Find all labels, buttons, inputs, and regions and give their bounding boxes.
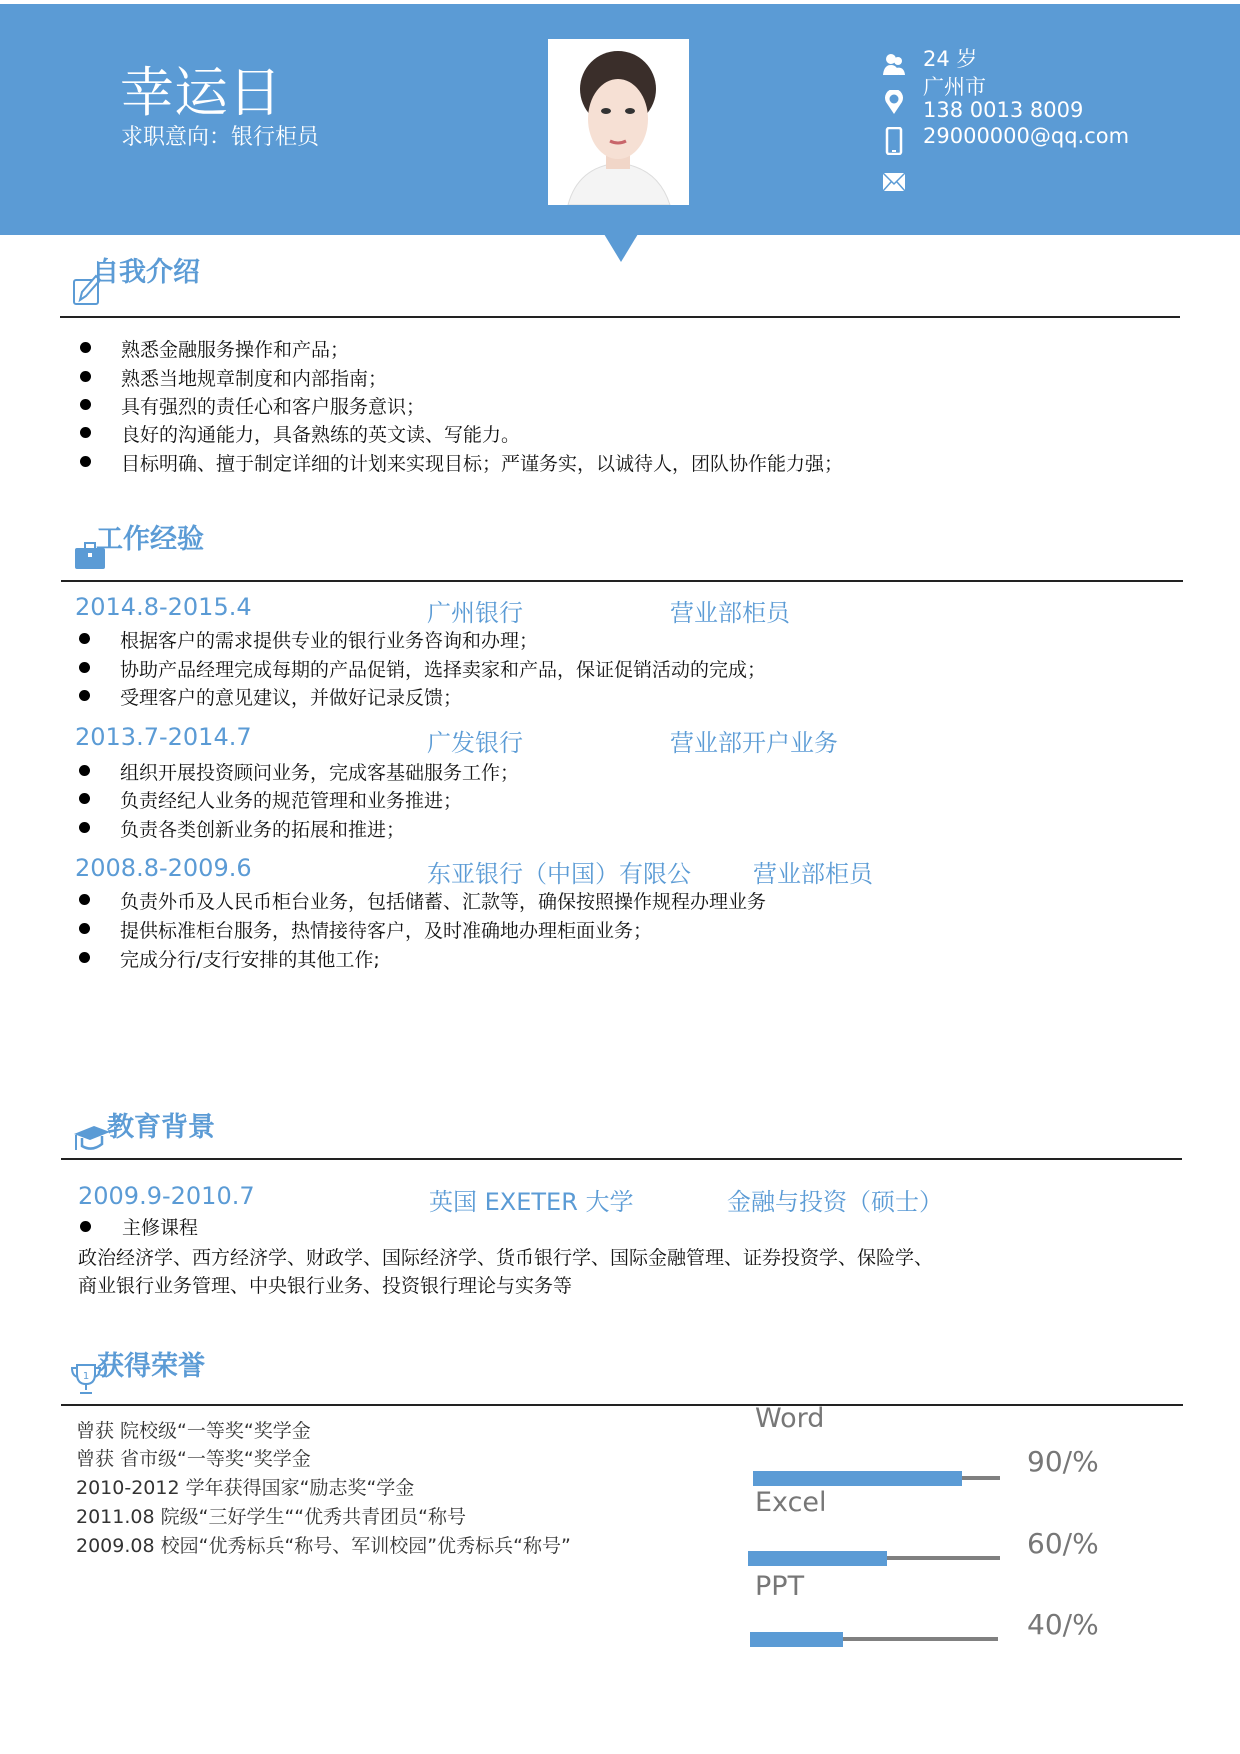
bullet-dot bbox=[79, 952, 90, 963]
job-period: 2014.8-2015.4 bbox=[75, 593, 252, 621]
divider bbox=[61, 580, 1183, 582]
profile-photo bbox=[548, 39, 689, 205]
skill-name: Excel bbox=[755, 1487, 827, 1518]
job-company: 广发银行 bbox=[427, 729, 523, 757]
skill-name: PPT bbox=[755, 1571, 805, 1602]
bullet-dot bbox=[79, 923, 90, 934]
education-period: 2009.9-2010.7 bbox=[78, 1182, 255, 1210]
candidate-name: 幸运日 bbox=[120, 61, 282, 124]
bullet-dot bbox=[79, 822, 90, 833]
skill-fill bbox=[750, 1632, 843, 1647]
education-major: 金融与投资（硕士） bbox=[727, 1188, 943, 1216]
section-title-work: 工作经验 bbox=[96, 524, 204, 555]
contact-email[interactable]: 29000000@qq.com bbox=[923, 124, 1130, 148]
job-duty: 负责外币及人民币柜台业务，包括储蓄、汇款等，确保按照操作规程办理业务 bbox=[120, 891, 767, 913]
job-position: 营业部柜员 bbox=[753, 860, 873, 888]
skill-fill bbox=[748, 1551, 887, 1566]
courses-label: 主修课程 bbox=[122, 1217, 199, 1239]
bullet-dot bbox=[80, 456, 91, 467]
job-duty: 协助产品经理完成每期的产品促销，选择卖家和产品，保证促销活动的完成； bbox=[120, 659, 767, 681]
bullet-dot bbox=[80, 1221, 91, 1232]
job-period: 2013.7-2014.7 bbox=[75, 723, 252, 751]
graduation-cap-icon bbox=[72, 1120, 112, 1154]
job-duty: 完成分行/支行安排的其他工作; bbox=[120, 949, 380, 971]
job-duty: 受理客户的意见建议，并做好记录反馈； bbox=[120, 687, 463, 709]
bullet-dot bbox=[80, 427, 91, 438]
section-title-honors: 获得荣誉 bbox=[97, 1351, 205, 1382]
divider bbox=[60, 316, 1180, 318]
skill-percent: 40/% bbox=[1027, 1608, 1099, 1641]
bullet-dot bbox=[79, 690, 90, 701]
location-pin-icon bbox=[882, 90, 906, 114]
honor-item: 2011.08 院级“三好学生““优秀共青团员“称号 bbox=[76, 1506, 466, 1528]
education-school: 英国 EXETER 大学 bbox=[429, 1188, 634, 1216]
contact-phone: 138 0013 8009 bbox=[923, 98, 1084, 122]
intro-item: 具有强烈的责任心和客户服务意识； bbox=[121, 396, 426, 418]
honor-item: 2010-2012 学年获得国家“励志奖“学金 bbox=[76, 1477, 415, 1499]
courses-line: 商业银行业务管理、中央银行业务、投资银行理论与实务等 bbox=[78, 1275, 573, 1297]
skill-percent: 60/% bbox=[1027, 1527, 1099, 1560]
job-intent: 求职意向：银行柜员 bbox=[121, 125, 320, 150]
user-icon bbox=[882, 52, 906, 76]
section-title-education: 教育背景 bbox=[107, 1112, 215, 1143]
phone-icon bbox=[882, 127, 906, 155]
job-duty: 组织开展投资顾问业务，完成客基础服务工作； bbox=[120, 762, 520, 784]
svg-text:1: 1 bbox=[82, 1371, 90, 1382]
honor-item: 2009.08 校园“优秀标兵“称号、军训校园”优秀标兵“称号” bbox=[76, 1535, 571, 1557]
job-company: 东亚银行（中国）有限公 bbox=[427, 860, 691, 888]
section-title-intro: 自我介绍 bbox=[92, 257, 200, 288]
bullet-dot bbox=[79, 662, 90, 673]
job-duty: 负责各类创新业务的拓展和推进； bbox=[120, 819, 406, 841]
job-company: 广州银行 bbox=[427, 599, 523, 627]
bullet-dot bbox=[80, 371, 91, 382]
intro-item: 熟悉当地规章制度和内部指南； bbox=[121, 368, 388, 390]
bullet-dot bbox=[79, 793, 90, 804]
divider bbox=[61, 1158, 1182, 1160]
intro-item: 目标明确、擅于制定详细的计划来实现目标；严谨务实，以诚待人，团队协作能力强； bbox=[121, 453, 844, 475]
bullet-dot bbox=[79, 765, 90, 776]
skill-name: Word bbox=[755, 1403, 825, 1434]
job-period: 2008.8-2009.6 bbox=[75, 854, 252, 882]
job-duty: 负责经纪人业务的规范管理和业务推进； bbox=[120, 790, 463, 812]
contact-city: 广州市 bbox=[923, 75, 986, 99]
job-duty: 提供标准柜台服务，热情接待客户，及时准确地办理柜面业务； bbox=[120, 920, 653, 942]
bullet-dot bbox=[80, 342, 91, 353]
bullet-dot bbox=[80, 399, 91, 410]
skill-fill bbox=[753, 1471, 962, 1486]
bullet-dot bbox=[79, 894, 90, 905]
intro-item: 熟悉金融服务操作和产品； bbox=[121, 339, 350, 361]
email-icon bbox=[882, 172, 906, 192]
courses-line: 政治经济学、西方经济学、财政学、国际经济学、货币银行学、国际金融管理、证券投资学、保险学、 bbox=[78, 1247, 934, 1269]
honor-item: 曾获 院校级“一等奖“奖学金 bbox=[76, 1420, 311, 1442]
intro-item: 良好的沟通能力，具备熟练的英文读、写能力。 bbox=[121, 424, 521, 446]
bullet-dot bbox=[79, 633, 90, 644]
contact-age: 24 岁 bbox=[923, 47, 978, 71]
divider bbox=[61, 1404, 1183, 1406]
job-position: 营业部柜员 bbox=[670, 599, 790, 627]
honor-item: 曾获 省市级“一等奖“奖学金 bbox=[76, 1448, 311, 1470]
skill-percent: 90/% bbox=[1027, 1445, 1099, 1478]
job-duty: 根据客户的需求提供专业的银行业务咨询和办理； bbox=[120, 630, 539, 652]
header-pointer bbox=[604, 234, 638, 262]
job-position: 营业部开户业务 bbox=[670, 729, 838, 757]
